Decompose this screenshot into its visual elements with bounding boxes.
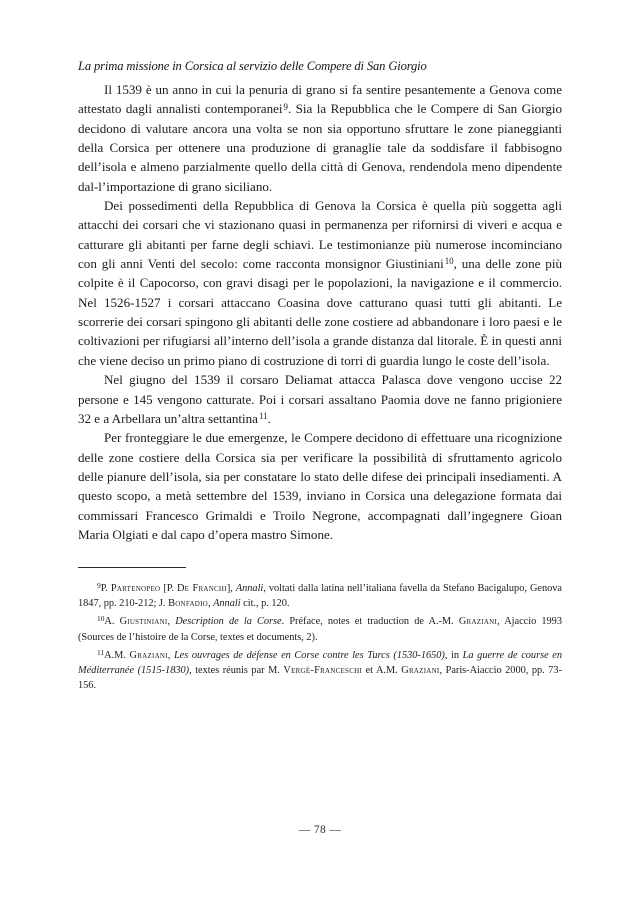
paragraph-3-text-before-note: Nel giugno del 1539 il corsaro Deliamat attacca Palasca dove vengono uccise 22 persone e 145 vengono catturate. Poi i corsari assaltano Paomia dove ne fanno prigioniere 32 e a Arbellara un’altra settantina bbox=[78, 372, 562, 426]
paragraph-4-text: Per fronteggiare le due emergenze, le Compere decidono di effettuare una ricognizione delle zone costiere della Corsica sia per verificare la possibilità di sfruttamento agricolo delle pianure dell’isola, sia per constatare lo stato delle difese dei principali insediamenti. A questo scopo, a metà settembre del 1539, inviano in Corsica una delegazione formata dai commissari Francesco Grimaldi e Troilo Negrone, accompagnati dall’ingegnere Gioan Maria Olgiati e dal capo d’opera mastro Simone. bbox=[78, 430, 562, 542]
footnote-separator-wrap bbox=[78, 567, 562, 568]
footnote-9-seg-6: cit., p. 120. bbox=[240, 598, 290, 610]
paragraph-2-text-after-note: , una delle zone più colpite è il Capocorso, con gravi disagi per le popolazioni, la navigazione e il commercio. Nel 1526-1527 i corsari attaccano Coasina dove catturano quasi tutti gli abitanti. Le scorrerie dei corsari spingono gli abitanti delle zone costiere ad abbandonare i loro paesi e le coltivazioni per rifugiarsi all’interno dell’isola a grande distanza dal litorale. È in questi anni che viene deciso un primo piano di costruzione di torri di guardia lungo le coste dell’isola. bbox=[78, 256, 562, 368]
footnote-separator-rule bbox=[78, 567, 186, 568]
paragraph-4 bbox=[78, 428, 562, 544]
footnote-11-seg-6: et A.M. bbox=[362, 664, 402, 676]
footnote-10-title-description: Description de la Corse bbox=[175, 616, 282, 628]
note-reference-10[interactable]: 10 bbox=[444, 256, 454, 267]
paragraph-3 bbox=[78, 370, 562, 428]
footnote-11-editor-graziani: Graziani bbox=[401, 664, 440, 676]
paragraph-3-text-after-note: . bbox=[267, 410, 271, 426]
paragraph-2 bbox=[78, 196, 562, 370]
footnote-10-author-graziani: Graziani bbox=[458, 616, 498, 628]
footnote-9-author-partenopeo: Partenopeo bbox=[110, 583, 161, 595]
footnote-9-title-annali-2: Annali bbox=[213, 598, 241, 610]
running-head: La prima missione in Corsica al servizio delle Compere di San Giorgio bbox=[78, 59, 427, 73]
note-reference-11[interactable]: 11 bbox=[258, 411, 268, 422]
footnote-9-author-bonfadio: Bonfadio bbox=[168, 598, 208, 610]
footnote-marker-10: 10 bbox=[97, 614, 105, 624]
footnote-10-seg-2: , bbox=[167, 616, 176, 628]
footnote-10-seg-3: . Préface, notes et traduction de A.-M. bbox=[281, 616, 459, 628]
footnote-marker-11: 11 bbox=[97, 647, 105, 657]
footnote-marker-9: 9 bbox=[97, 581, 101, 591]
footnote-11 bbox=[78, 648, 562, 693]
footnote-11-seg-3: , in bbox=[444, 649, 463, 661]
footnote-11-seg-7: , Paris-Aiaccio 2000, pp. 73-156. bbox=[78, 664, 562, 691]
footnote-9-seg-1: P. bbox=[100, 583, 111, 595]
footnotes-section bbox=[78, 581, 562, 693]
footnote-9-seg-2: [P. bbox=[160, 583, 177, 595]
body-text bbox=[78, 80, 562, 544]
footnote-10-author-giustiniani: Giustiniani bbox=[119, 616, 168, 628]
footnote-9-author-de-franchi: De Franchi bbox=[176, 583, 227, 595]
footnote-11-seg-2: , bbox=[167, 649, 174, 661]
footnote-11-seg-1: A.M. bbox=[104, 649, 130, 661]
footnote-9 bbox=[78, 581, 562, 611]
paragraph-1-text-after-note: . Sia la Repubblica che le Compere di San Giorgio decidono di valutare ancora una volta se non sia opportuno sfruttare le zone pianeggianti della Corsica per ottenere una produzione di granaglie tale da soddisfare il fabbisogno dell’isola e almeno parzialmente quello della città di Genova, rendendola meno dipendente dal-l’importazione di grano siciliano. bbox=[78, 101, 562, 194]
paragraph-1-text-before-note: Il 1539 è un anno in cui la penuria di grano si fa sentire pesantemente a Genova come attestato dagli annalisti contemporanei bbox=[78, 82, 562, 117]
paragraph-2-text-before-note: Dei possedimenti della Repubblica di Genova la Corsica è quella più soggetta agli attacchi dei corsari che vi stazionano quasi in permanenza per rifornirsi di viveri e acqua e catturare gli abitanti per farne degli schiavi. Le testimonianze più numerose incominciano con gli anni Venti del secolo: come racconta monsignor Giustiniani bbox=[78, 198, 562, 272]
footnote-11-title-guerre-de-course: La guerre de course en Méditerranée (1515-1830) bbox=[78, 649, 562, 676]
footnote-11-author-graziani: Graziani bbox=[129, 649, 168, 661]
footnote-9-seg-3: ], bbox=[226, 583, 236, 595]
footnote-10-seg-1: A. bbox=[104, 616, 120, 628]
document-page bbox=[78, 0, 562, 906]
note-reference-9[interactable]: 9 bbox=[283, 101, 288, 112]
footnote-9-title-annali-1: Annali bbox=[235, 583, 264, 595]
paragraph-1 bbox=[78, 80, 562, 196]
page-number: — 78 — bbox=[298, 824, 342, 836]
footnote-9-seg-5: , bbox=[207, 598, 214, 610]
footnote-9-seg-4: , voltati dalla latina nell’italiana favella da Stefano Bacigalupo, Genova 1847, pp. 210-212; J. bbox=[78, 583, 562, 610]
footnote-11-seg-5: , textes réunis par M. bbox=[189, 664, 284, 676]
footnote-11-editor-verge-franceschi: Vergé-Franceschi bbox=[283, 664, 363, 676]
footnote-11-title-ouvrages: Les ouvrages de défense en Corse contre les Turcs (1530-1650) bbox=[173, 649, 445, 661]
footnote-10-seg-4: , Ajaccio 1993 (Sources de l’histoire de la Corse, textes et documents, 2). bbox=[78, 616, 562, 643]
footnote-10 bbox=[78, 614, 562, 644]
